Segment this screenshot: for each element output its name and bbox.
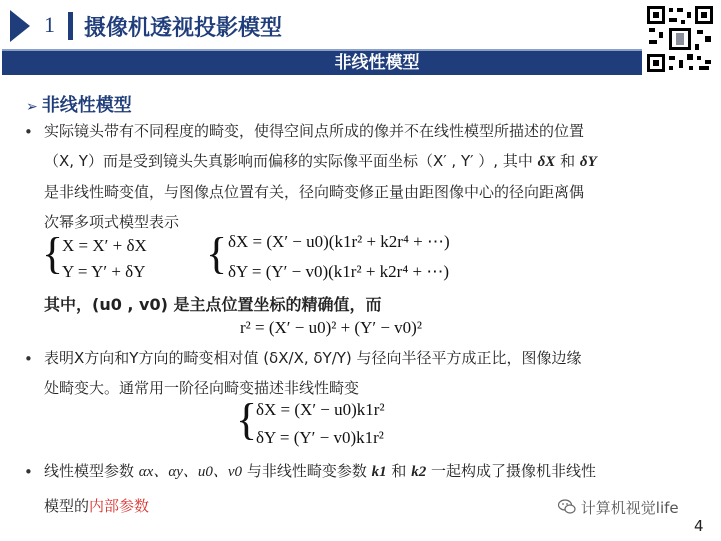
delta-y-symbol: δY — [579, 154, 597, 170]
watermark-text: 计算机视觉life — [580, 499, 679, 517]
header-divider — [68, 12, 73, 40]
slide-header — [0, 0, 721, 48]
bullet-dot: • — [24, 123, 33, 141]
subheading-text: 非线性模型 — [41, 95, 132, 116]
bullet-3-line-1 — [44, 456, 704, 487]
bullet-1-line-2 — [44, 146, 704, 177]
bullet-3-text-b: 与非线性畸变参数 — [246, 462, 367, 480]
left-brace: { — [236, 395, 258, 444]
bullet-3-text-d: 模型的 — [44, 497, 90, 515]
internal-params-highlight: 内部参数 — [89, 497, 150, 515]
equation-r-squared: r² = (X′ − u0)² + (Y′ − v0)² — [240, 318, 422, 337]
and-text: 和 — [391, 462, 407, 480]
where-text: 其中，(u0 , v0) 是主点位置坐标的精确值，而 — [44, 295, 382, 314]
left-brace: { — [206, 229, 228, 278]
bullet-3-text-c: 一起构成了摄像机非线性 — [430, 462, 596, 480]
and-text: 和 — [560, 152, 576, 170]
delta-x-symbol: δX — [537, 154, 556, 170]
bullet-dot: • — [24, 350, 33, 368]
equation-x: X = X′ + δX — [62, 236, 147, 255]
page-number: 4 — [694, 517, 704, 535]
bullet-1-line-2-text: （X, Y）而是受到镜头失真影响而偏移的实际像平面坐标（X′ , Y′ ）, 其中 — [44, 152, 533, 170]
k1-symbol: k1 — [371, 464, 387, 480]
page-title: 摄像机透视投影模型 — [84, 16, 283, 41]
bullet-2-line-2: 处畸变大。通常用一阶径向畸变描述非线性畸变 — [44, 379, 360, 397]
subheading — [26, 91, 132, 117]
bullet-1-line-1: 实际镜头带有不同程度的畸变，使得空间点所成的像并不在线性模型所描述的位置 — [44, 122, 585, 140]
chevron-right-icon: ➢ — [26, 99, 38, 115]
wechat-icon — [558, 499, 576, 515]
equation-y: Y = Y′ + δY — [62, 262, 146, 281]
section-number: 1 — [44, 12, 55, 37]
banner-title: 非线性模型 — [334, 53, 420, 73]
equation-delta-x-first-order: δX = (X′ − u0)k1r² — [256, 400, 385, 419]
equation-delta-y: δY = (Y′ − v0)(k1r² + k2r⁴ + ⋯) — [228, 262, 449, 281]
bullet-3-text-a: 线性模型参数 — [44, 462, 135, 480]
k2-symbol: k2 — [411, 464, 427, 480]
linear-params: αx、αy、u0、v0 — [138, 464, 243, 480]
equation-delta-y-first-order: δY = (Y′ − v0)k1r² — [256, 428, 384, 447]
equation-delta-x: δX = (X′ − u0)(k1r² + k2r⁴ + ⋯) — [228, 232, 450, 251]
chevron-right-icon — [10, 10, 30, 42]
bullet-1-line-4: 次幂多项式模型表示 — [44, 213, 180, 231]
watermark — [558, 497, 679, 518]
bullet-2-line-1: 表明X方向和Y方向的畸变相对值 (δX/X, δY/Y) 与径向半径平方成正比，图像边缘 — [44, 349, 582, 367]
bullet-dot: • — [24, 463, 33, 481]
left-brace: { — [42, 229, 64, 278]
bullet-2 — [44, 343, 704, 403]
banner — [2, 49, 642, 75]
bullet-1-line-3: 是非线性畸变值，与图像点位置有关，径向畸变修正量由距图像中心的径向距离偶 — [44, 183, 585, 201]
bullet-1 — [44, 116, 704, 237]
qr-code-icon — [645, 4, 715, 74]
